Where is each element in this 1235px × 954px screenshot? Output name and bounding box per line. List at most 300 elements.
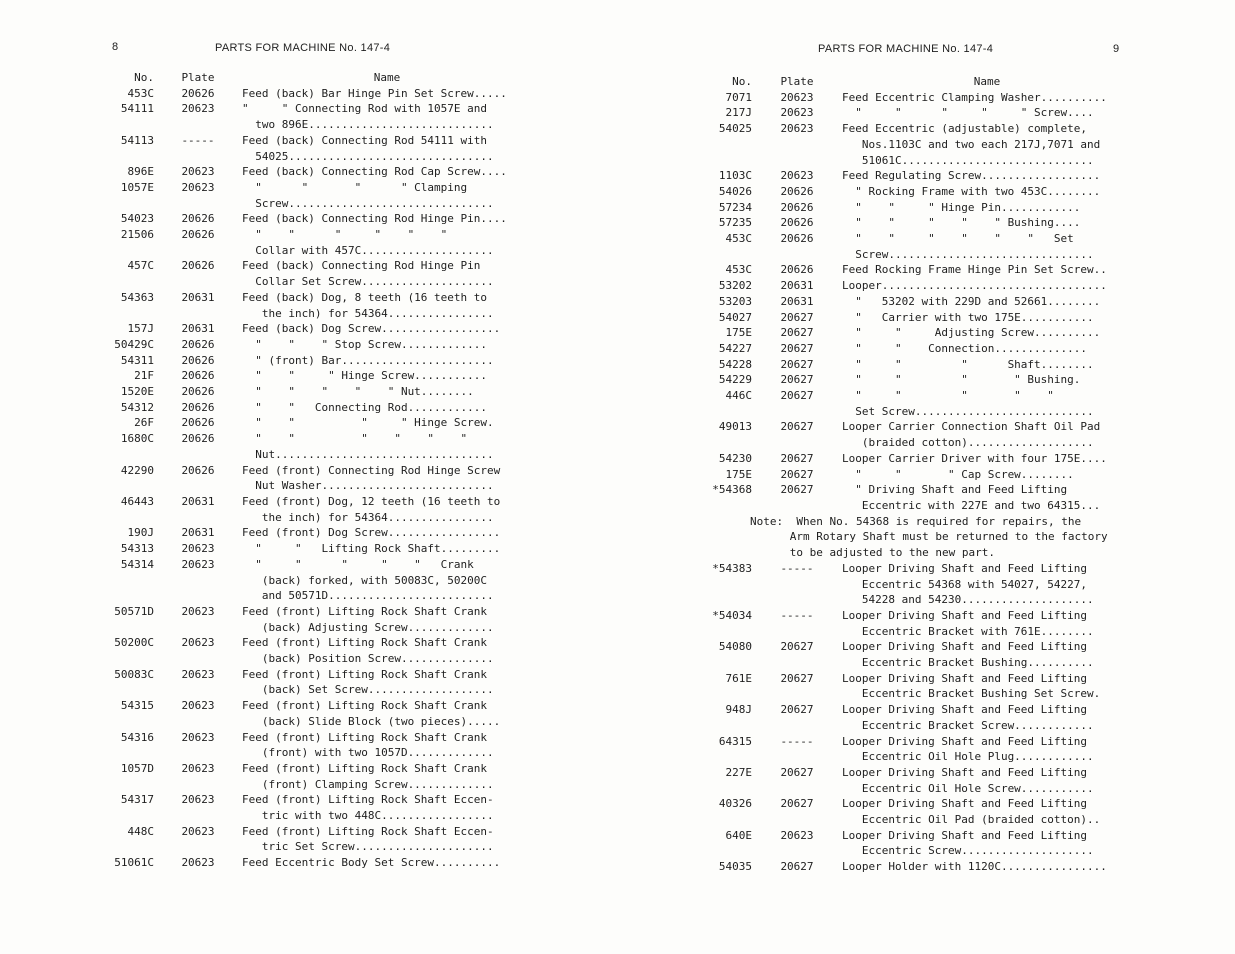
part-name-line: Looper Driving Shaft and Feed Lifting [842, 640, 1088, 654]
part-name [842, 215, 1132, 231]
column-header-no: No. [134, 71, 154, 84]
part-row [702, 639, 1132, 670]
plate-number: 20623 [181, 102, 215, 116]
part-name [242, 133, 532, 164]
part-row [108, 384, 532, 400]
part-number: 64315 [718, 734, 752, 748]
part-name [842, 372, 1132, 388]
part-row [702, 671, 1132, 702]
part-name [842, 419, 1132, 450]
part-row [702, 90, 1132, 106]
part-name [242, 400, 532, 416]
part-name-line: Looper Driving Shaft and Feed Lifting [842, 608, 1088, 622]
part-name-line: " " " " " " [242, 228, 448, 242]
plate-number: 20631 [780, 279, 814, 293]
plate-number: 20626 [780, 184, 814, 198]
part-number: 1057E [120, 180, 154, 194]
part-row [702, 702, 1132, 733]
part-row [108, 400, 532, 416]
right-page-number: 9 [1113, 43, 1120, 55]
part-name [242, 667, 532, 698]
part-name-line: the inch) for 54364................ [242, 510, 494, 524]
part-row [702, 215, 1132, 231]
part-row [108, 290, 532, 321]
plate-number: 20626 [780, 263, 814, 277]
part-number: 50200C [114, 636, 154, 650]
part-row [702, 561, 1132, 608]
part-number: 26F [134, 416, 154, 430]
part-name-line: Feed (front) Lifting Rock Shaft Crank [242, 604, 488, 618]
plate-number: 20626 [181, 212, 215, 226]
part-row [108, 337, 532, 353]
part-name [242, 211, 532, 227]
part-row [108, 698, 532, 729]
part-name-line: (back) forked, with 50083C, 50200C [242, 573, 488, 587]
plate-number: 20627 [780, 373, 814, 387]
part-name-line: Feed (front) Lifting Rock Shaft Crank [242, 699, 488, 713]
plate-number: 20623 [181, 824, 215, 838]
part-number: 54080 [718, 640, 752, 654]
part-row [108, 667, 532, 698]
part-name [842, 357, 1132, 373]
part-name-line: 54228 and 54230.................... [842, 593, 1094, 607]
plate-number: 20623 [181, 699, 215, 713]
part-name-line: " " Lifting Rock Shaft......... [242, 542, 501, 556]
part-number: 57234 [718, 200, 752, 214]
plate-number: 20626 [181, 416, 215, 430]
part-name [842, 608, 1132, 639]
left-page-header: PARTS FOR MACHINE No. 147-4 [215, 42, 391, 54]
part-name [842, 294, 1132, 310]
part-number: 53203 [718, 294, 752, 308]
part-number: 54227 [718, 341, 752, 355]
part-row [702, 278, 1132, 294]
part-name-line: " " " " Hinge Screw. [242, 416, 494, 430]
part-row [702, 796, 1132, 827]
part-name [842, 734, 1132, 765]
part-name-line: Eccentric Bracket Screw............ [842, 718, 1094, 732]
part-name [842, 105, 1132, 121]
part-number: 51061C [114, 856, 154, 870]
part-number: 54228 [718, 357, 752, 371]
part-number: 54025 [718, 122, 752, 136]
part-number: 50083C [114, 667, 154, 681]
part-name [842, 262, 1132, 278]
part-name [242, 164, 532, 180]
part-name [842, 168, 1132, 184]
part-name [242, 525, 532, 541]
part-name-line: tric Set Screw..................... [242, 840, 494, 854]
part-name-line: Eccentric Oil Hole Plug............ [842, 750, 1094, 764]
part-number: 54230 [718, 451, 752, 465]
part-name-line: " (front) Bar....................... [242, 353, 494, 367]
part-row [702, 357, 1132, 373]
part-row [108, 557, 532, 604]
part-name-line: " " " Hinge Screw........... [242, 369, 488, 383]
part-row [702, 467, 1132, 483]
part-name [842, 231, 1132, 262]
plate-number: 20623 [181, 636, 215, 650]
column-header-name: Name [373, 71, 401, 84]
part-row [702, 372, 1132, 388]
part-name [242, 541, 532, 557]
part-number: 1680C [120, 432, 154, 446]
part-number: 54229 [718, 373, 752, 387]
part-name-line: (front) with two 1057D............. [242, 746, 494, 760]
part-name-line: Feed (back) Connecting Rod 54111 with [242, 133, 488, 147]
part-row [702, 121, 1132, 168]
part-name-line: Eccentric with 227E and two 64315... [842, 498, 1101, 512]
plate-number: 20627 [780, 797, 814, 811]
left-page-number: 8 [112, 41, 119, 53]
part-name-line: (back) Adjusting Screw............. [242, 620, 494, 634]
part-name-line: Looper Driving Shaft and Feed Lifting [842, 703, 1088, 717]
part-number: 21506 [120, 228, 154, 242]
part-name-line: Feed (back) Connecting Rod Cap Screw.... [242, 165, 507, 179]
part-name-line: " " " " " " [242, 432, 468, 446]
part-number: 54313 [120, 542, 154, 556]
part-name [842, 325, 1132, 341]
part-name [242, 824, 532, 855]
part-name-line: (back) Position Screw.............. [242, 652, 494, 666]
part-name-line: Feed (front) Lifting Rock Shaft Crank [242, 761, 488, 775]
part-name [842, 639, 1132, 670]
part-row [108, 855, 532, 871]
part-name [842, 671, 1132, 702]
part-name [842, 278, 1132, 294]
part-name-line: Eccentric Oil Hole Screw........... [842, 781, 1094, 795]
part-number: 46443 [120, 494, 154, 508]
plate-number: 20626 [181, 369, 215, 383]
part-name-line: " " " Stop Screw............. [242, 337, 488, 351]
plate-number: 20627 [780, 640, 814, 654]
part-name-line: " " Connecting Rod............ [242, 400, 488, 414]
part-name [842, 482, 1132, 513]
part-row [108, 541, 532, 557]
part-number: 54035 [718, 860, 752, 874]
part-name [242, 321, 532, 337]
part-row [108, 604, 532, 635]
part-name-line: Feed (front) Lifting Rock Shaft Crank [242, 636, 488, 650]
part-number: 217J [725, 106, 752, 120]
part-row [702, 828, 1132, 859]
plate-number: 20626 [181, 463, 215, 477]
plate-number: 20623 [780, 169, 814, 183]
part-number: 1103C [718, 169, 752, 183]
plate-number: 20626 [780, 200, 814, 214]
part-row [702, 262, 1132, 278]
part-row [702, 341, 1132, 357]
plate-number: 20627 [780, 341, 814, 355]
plate-number: 20623 [181, 667, 215, 681]
plate-number: 20631 [181, 494, 215, 508]
column-header-name: Name [973, 75, 1001, 88]
plate-number: 20627 [780, 451, 814, 465]
repair-note [750, 514, 1132, 561]
part-name-line: (back) Slide Block (two pieces)..... [242, 714, 501, 728]
part-name-line: " " " " " [842, 389, 1054, 403]
plate-number: 20627 [780, 860, 814, 874]
part-name-line: " Rocking Frame with two 453C........ [842, 184, 1101, 198]
part-name-line: " " " " Clamping [242, 180, 468, 194]
part-name-line: Nut................................. [242, 447, 494, 461]
part-name-line: Looper.................................. [842, 279, 1107, 293]
part-row [108, 86, 532, 102]
part-name [842, 702, 1132, 733]
part-name [242, 604, 532, 635]
part-row [702, 765, 1132, 796]
part-name [842, 310, 1132, 326]
part-number: 54314 [120, 557, 154, 571]
part-row [108, 368, 532, 384]
part-name [242, 290, 532, 321]
part-number: 54111 [120, 102, 154, 116]
part-number: 53202 [718, 279, 752, 293]
part-name-line: Looper Driving Shaft and Feed Lifting [842, 734, 1088, 748]
part-name-line: Eccentric Bracket with 761E........ [842, 624, 1094, 638]
part-name [242, 227, 532, 258]
plate-number: 20627 [780, 483, 814, 497]
part-name [242, 337, 532, 353]
part-number: 54023 [120, 212, 154, 226]
part-number: 175E [725, 326, 752, 340]
part-row [108, 133, 532, 164]
part-number: 640E [725, 828, 752, 842]
part-row [702, 325, 1132, 341]
part-name [842, 90, 1132, 106]
part-row [702, 419, 1132, 450]
plate-number: 20627 [780, 671, 814, 685]
part-name [842, 561, 1132, 608]
part-number: 54316 [120, 730, 154, 744]
plate-number: 20623 [181, 557, 215, 571]
part-number: 1520E [120, 385, 154, 399]
part-name-line: " " Connecting Rod with 1057E and [242, 102, 488, 116]
part-row [702, 388, 1132, 419]
part-name-line: Feed (front) Lifting Rock Shaft Eccen- [242, 793, 494, 807]
part-name-line: Feed (back) Connecting Rod Hinge Pin.... [242, 212, 507, 226]
plate-number: 20631 [181, 526, 215, 540]
plate-number: 20623 [181, 180, 215, 194]
part-name [842, 388, 1132, 419]
part-name-line: two 896E............................ [242, 118, 494, 132]
repair-note-line: Arm Rotary Shaft must be returned to the factory [750, 530, 1108, 544]
part-name-line: Screw............................... [842, 247, 1094, 261]
part-name-line: tric with two 448C................. [242, 809, 494, 823]
part-number: 896E [127, 165, 154, 179]
part-name [242, 557, 532, 604]
part-row [108, 415, 532, 431]
part-row [108, 101, 532, 132]
part-number: 54113 [120, 133, 154, 147]
part-number: 448C [127, 824, 154, 838]
right-page-header: PARTS FOR MACHINE No. 147-4 [818, 43, 994, 55]
part-row [108, 525, 532, 541]
part-number: 54026 [718, 184, 752, 198]
part-row [108, 227, 532, 258]
part-row [702, 859, 1132, 875]
part-row [702, 231, 1132, 262]
part-name [242, 415, 532, 431]
part-number: *54383 [712, 561, 752, 575]
column-header-plate: Plate [181, 71, 215, 84]
part-name-line: " " " " Bushing. [842, 373, 1081, 387]
plate-number: 20626 [181, 259, 215, 273]
part-number: 40326 [718, 797, 752, 811]
part-name-line: Feed Rocking Frame Hinge Pin Set Screw.. [842, 263, 1107, 277]
part-name [842, 200, 1132, 216]
plate-number: 20631 [780, 294, 814, 308]
part-number: 227E [725, 765, 752, 779]
part-name-line: Screw............................... [242, 196, 494, 210]
part-name [242, 180, 532, 211]
part-name-line: " " " Shaft........ [842, 357, 1094, 371]
part-name [242, 384, 532, 400]
part-name-line: Eccentric Bracket Bushing Set Screw. [842, 687, 1101, 701]
part-name-line: Feed (back) Connecting Rod Hinge Pin [242, 259, 481, 273]
part-name-line: " " " " " Bushing.... [842, 216, 1081, 230]
part-number: 457C [127, 259, 154, 273]
part-number: *54034 [712, 608, 752, 622]
plate-number: 20626 [181, 86, 215, 100]
part-row [702, 200, 1132, 216]
part-name-line: Collar with 457C.................... [242, 243, 494, 257]
column-header-row [702, 74, 1132, 90]
part-name-line: the inch) for 54364................ [242, 306, 494, 320]
part-row [702, 734, 1132, 765]
part-row [702, 294, 1132, 310]
part-name-line: Looper Driving Shaft and Feed Lifting [842, 765, 1088, 779]
part-row [108, 761, 532, 792]
part-number: 54311 [120, 353, 154, 367]
part-row [108, 824, 532, 855]
plate-number: 20627 [780, 389, 814, 403]
plate-number: 20626 [780, 232, 814, 246]
plate-number: 20627 [780, 326, 814, 340]
part-name-line: Collar Set Screw.................... [242, 275, 494, 289]
part-name-line: " " Connection.............. [842, 341, 1088, 355]
part-row [108, 353, 532, 369]
part-name-line: " " " " " " Set [842, 232, 1074, 246]
part-name [242, 635, 532, 666]
part-name [842, 828, 1132, 859]
plate-number: 20626 [181, 353, 215, 367]
repair-note-line: Note: When No. 54368 is required for repairs, the [750, 514, 1082, 528]
part-name-line: Eccentric Bracket Bushing.......... [842, 656, 1094, 670]
part-name-line: Feed (front) Lifting Rock Shaft Eccen- [242, 824, 494, 838]
part-row [108, 258, 532, 289]
part-number: 761E [725, 671, 752, 685]
part-number: 50429C [114, 337, 154, 351]
part-name-line: Looper Driving Shaft and Feed Lifting [842, 828, 1088, 842]
plate-number: 20623 [181, 793, 215, 807]
part-row [108, 431, 532, 462]
part-number: 50571D [114, 604, 154, 618]
part-name-line: 54025............................... [242, 149, 494, 163]
plate-number: 20627 [780, 765, 814, 779]
plate-number: 20623 [780, 106, 814, 120]
plate-number: 20623 [780, 828, 814, 842]
part-number: 54312 [120, 400, 154, 414]
part-name-line: " " " " " Nut........ [242, 385, 474, 399]
part-name [242, 494, 532, 525]
plate-number: 20627 [780, 420, 814, 434]
part-number: 42290 [120, 463, 154, 477]
part-name [242, 353, 532, 369]
part-name-line: " " " " " Screw.... [842, 106, 1094, 120]
part-row [702, 105, 1132, 121]
part-name [242, 698, 532, 729]
part-name-line: Feed (front) Lifting Rock Shaft Crank [242, 730, 488, 744]
part-name [242, 463, 532, 494]
part-row [108, 730, 532, 761]
part-name [842, 859, 1132, 875]
part-row [702, 482, 1132, 513]
part-name [842, 184, 1132, 200]
part-name-line: Looper Driving Shaft and Feed Lifting [842, 671, 1088, 685]
part-row [108, 164, 532, 180]
part-name [842, 467, 1132, 483]
part-number: 453C [725, 232, 752, 246]
part-name-line: Eccentric Oil Pad (braided cotton).. [842, 813, 1101, 827]
part-name-line: 51061C............................. [842, 153, 1094, 167]
part-number: 175E [725, 467, 752, 481]
part-number: 1057D [120, 761, 154, 775]
plate-number: 20627 [780, 357, 814, 371]
part-name-line: Feed (front) Dog, 12 teeth (16 teeth to [242, 494, 501, 508]
part-name [842, 121, 1132, 168]
part-name-line: " " " Cap Screw........ [842, 467, 1074, 481]
part-name [842, 796, 1132, 827]
plate-number: 20626 [181, 385, 215, 399]
right-parts-list [702, 74, 1132, 875]
plate-number: ----- [780, 608, 814, 622]
plate-number: 20627 [780, 703, 814, 717]
part-number: 54027 [718, 310, 752, 324]
part-number: 948J [725, 703, 752, 717]
part-name-line: Feed Eccentric Body Set Screw.......... [242, 856, 501, 870]
part-name-line: (back) Set Screw................... [242, 683, 494, 697]
part-name-line: (front) Clamping Screw............. [242, 777, 494, 791]
plate-number: 20623 [181, 604, 215, 618]
part-name [242, 101, 532, 132]
part-number: 453C [725, 263, 752, 277]
part-name [242, 86, 532, 102]
plate-number: 20626 [780, 216, 814, 230]
part-name-line: " Driving Shaft and Feed Lifting [842, 483, 1068, 497]
part-number: *54368 [712, 483, 752, 497]
part-number: 453C [127, 86, 154, 100]
part-name-line: (braided cotton)................... [842, 436, 1094, 450]
part-name-line: Feed (front) Connecting Rod Hinge Screw [242, 463, 501, 477]
part-number: 54317 [120, 793, 154, 807]
plate-number: 20623 [181, 542, 215, 556]
plate-number: 20631 [181, 290, 215, 304]
part-name-line: Looper Holder with 1120C................ [842, 860, 1107, 874]
left-parts-list [108, 70, 532, 871]
part-name-line: Eccentric 54368 with 54027, 54227, [842, 577, 1088, 591]
part-name-line: Feed Eccentric (adjustable) complete, [842, 122, 1088, 136]
part-row [108, 635, 532, 666]
part-row [108, 180, 532, 211]
plate-number: 20623 [181, 761, 215, 775]
plate-number: 20631 [181, 322, 215, 336]
plate-number: ----- [780, 561, 814, 575]
part-name [242, 855, 532, 871]
part-name-line: " " " " " Crank [242, 557, 474, 571]
part-name-line: Feed Regulating Screw.................. [842, 169, 1101, 183]
part-name-line: " " " Hinge Pin............ [842, 200, 1081, 214]
